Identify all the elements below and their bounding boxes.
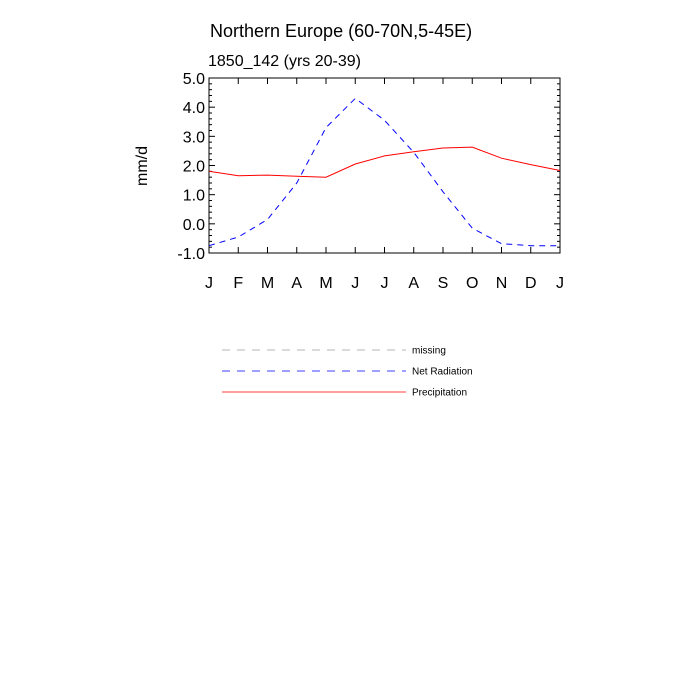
x-tick-label: A (408, 275, 420, 292)
x-tick-label: N (495, 275, 508, 292)
series-line-net-radiation (209, 98, 560, 245)
y-axis-label: mm/d (134, 146, 151, 186)
legend-label-precipitation: Precipitation (412, 387, 468, 399)
y-tick-label: 2.0 (182, 158, 205, 176)
y-tick-label: 1.0 (182, 187, 205, 205)
legend-label-net-radiation: Net Radiation (412, 366, 473, 378)
x-tick-label: J (205, 275, 213, 292)
chart-title: Northern Europe (60-70N,5-45E) (210, 21, 473, 41)
plot-frame (209, 78, 560, 253)
plot-area (177, 71, 564, 292)
x-tick-label: D (524, 275, 537, 292)
y-tick-label: -1.0 (177, 246, 205, 263)
x-tick-label: M (260, 275, 275, 292)
y-tick-label: 5.0 (182, 71, 205, 88)
y-tick-label: 0.0 (182, 216, 205, 234)
x-tick-label: F (233, 275, 244, 292)
y-tick-label: 4.0 (182, 100, 205, 118)
chart-subtitle: 1850_142 (yrs 20-39) (208, 53, 361, 70)
legend (222, 346, 473, 399)
x-tick-label: J (556, 275, 564, 292)
x-tick-label: J (351, 275, 360, 292)
x-tick-label: J (380, 275, 389, 292)
x-tick-label: S (437, 275, 449, 292)
x-tick-label: A (291, 275, 303, 292)
y-tick-label: 3.0 (182, 129, 205, 147)
x-tick-label: M (319, 275, 333, 292)
series-line-precipitation (209, 147, 560, 177)
x-tick-label: O (466, 275, 479, 292)
legend-label-missing: missing (412, 345, 446, 357)
